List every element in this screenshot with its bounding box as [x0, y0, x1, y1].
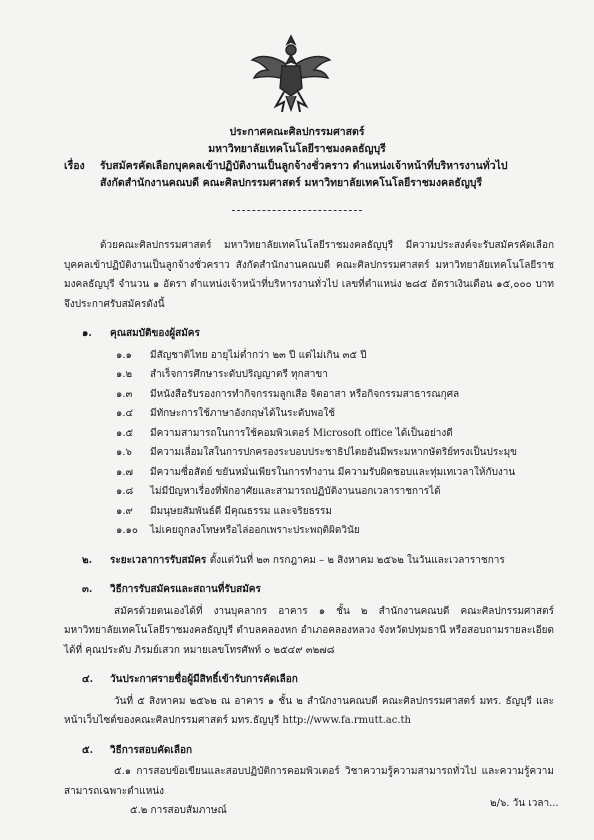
list-item	[64, 443, 554, 463]
list-item	[64, 365, 554, 385]
section-5-item-2: ๕.๒ การสอบสัมภาษณ์	[130, 805, 227, 816]
item-number: ๑.๓	[116, 388, 133, 400]
item-text: มีความสามารถในการใช้คอมพิวเตอร์ Microsoft office ได้เป็นอย่างดี	[150, 427, 453, 439]
page-continuation: ๒/๖. วัน เวลา...	[490, 798, 559, 809]
header-line-1: ประกาศคณะศิลปกรรมศาสตร์	[229, 126, 365, 138]
subject-label: เรื่อง	[64, 160, 85, 172]
item-number: ๑.๙	[116, 505, 133, 517]
document-body	[64, 236, 554, 821]
list-item	[64, 385, 554, 405]
section-5-number: ๕.	[82, 744, 94, 756]
list-item	[64, 502, 554, 522]
item-text: ไม่มีปัญหาเรื่องที่พักอาศัยและสามารถปฏิบัติงานนอกเวลาราชการได้	[150, 486, 441, 497]
subject-block	[64, 158, 564, 192]
list-item	[64, 463, 554, 483]
item-number: ๑.๔	[116, 408, 134, 419]
list-item	[64, 346, 554, 366]
intro-paragraph: ด้วยคณะศิลปกรรมศาสตร์ มหาวิทยาลัยเทคโนโลยีราชมงคลธัญบุรี มีความประสงค์จะรับสมัครคัดเลือกบุคคลเข้าปฏิบัติงานเป็นลูกจ้างชั่วคราว สังกัดสำนักงานคณบดี คณะศิลปกรรมศาสตร์ มหาวิทยาลัยเทคโนโลยีราชมงคลธัญบุรี จำนวน ๑ อัตรา ตำแหน่งเจ้าหน้าที่บริหารงานทั่วไป เลขที่ตำแหน่ง ๒๘๕ อัตราเงินเดือน ๑๕,๐๐๐ บาท จึงประกาศรับสมัครดังนี้	[64, 240, 554, 310]
header-line-2: มหาวิทยาลัยเทคโนโลยีราชมงคลธัญบุรี	[208, 143, 386, 155]
section-3-text: สมัครด้วยตนเองได้ที่ งานบุคลากร อาคาร ๑ ชั้น ๒ สำนักงานคณบดี คณะศิลปกรรมศาสตร์ มหาวิทยาลัยเทคโนโลยีราชมงคลธัญบุรี ตำบลคลองหก อำเภอคลองหลวง จังหวัดปทุมธานี หรือสอบถามรายละเอียดได้ที่ คุณประดับ ภิรมย์เสวก หมายเลขโทรศัพท์ ๐ ๒๕๔๙ ๓๒๗๘	[64, 605, 554, 656]
item-number: ๑.๑๐	[116, 525, 138, 536]
section-5-heading	[82, 741, 554, 761]
item-text: สำเร็จการศึกษาระดับปริญญาตรี ทุกสาขา	[150, 369, 328, 380]
item-text: มีมนุษยสัมพันธ์ดี มีคุณธรรม และจริยธรรม	[150, 505, 333, 517]
list-item	[64, 482, 554, 502]
divider-rule	[232, 210, 362, 211]
section-2-text: ตั้งแต่วันที่ ๒๓ กรกฎาคม – ๒ สิงหาคม ๒๕๖๒ ในวันและเวลาราชการ	[209, 554, 505, 566]
item-text: มีความเลื่อมใสในการปกครองระบอบประชาธิปไตยอันมีพระมหากษัตริย์ทรงเป็นประมุข	[150, 447, 518, 458]
section-2-title: ระยะเวลาการรับสมัคร	[110, 554, 207, 566]
list-item	[64, 424, 554, 444]
item-text: ไม่เคยถูกลงโทษหรือไล่ออกเพราะประพฤติผิดวินัย	[150, 525, 360, 536]
section-2-number: ๒.	[82, 554, 93, 566]
item-text: มีทักษะการใช้ภาษาอังกฤษได้ในระดับพอใช้	[150, 408, 336, 419]
item-text: มีสัญชาติไทย อายุไม่ต่ำกว่า ๒๓ ปี แต่ไม่เกิน ๓๕ ปี	[150, 349, 367, 361]
section-4-number: ๔.	[82, 674, 94, 685]
announcement-header	[0, 124, 594, 158]
subject-line-1: รับสมัครคัดเลือกบุคคลเข้าปฏิบัติงานเป็นลูกจ้างชั่วคราว ตำแหน่งเจ้าหน้าที่บริหารงานทั่วไป	[100, 160, 508, 172]
item-number: ๑.๗	[116, 466, 134, 478]
item-number: ๑.๑	[116, 349, 132, 361]
item-number: ๑.๕	[116, 427, 134, 439]
section-5-title: วิธีการสอบคัดเลือก	[110, 744, 193, 756]
item-number: ๑.๒	[116, 369, 133, 380]
item-text: มีความซื่อสัตย์ ขยันหมั่นเพียรในการทำงาน มีความรับผิดชอบและทุ่มเทเวลาให้กับงาน	[150, 466, 516, 478]
section-1-title: คุณสมบัติของผู้สมัคร	[110, 328, 200, 339]
section-2-heading	[82, 551, 554, 571]
list-item	[64, 521, 554, 541]
item-number: ๑.๘	[116, 486, 134, 497]
subject-line-2: สังกัดสำนักงานคณบดี คณะศิลปกรรมศาสตร์ มหาวิทยาลัยเทคโนโลยีราชมงคลธัญบุรี	[100, 177, 483, 189]
section-4-text: วันที่ ๕ สิงหาคม ๒๕๖๒ ณ อาคาร ๑ ชั้น ๒ สำนักงานคณบดี คณะศิลปกรรมศาสตร์ มทร. ธัญบุรี และ หน้าเว็บไซต์ของคณะศิลปกรรมศาสตร์ มทร.ธัญบุรี http://www.fa.rmutt.ac.th	[64, 695, 554, 726]
section-4-title: วันประกาศรายชื่อผู้มีสิทธิ์เข้ารับการคัดเลือก	[110, 674, 298, 685]
section-1-number: ๑.	[82, 328, 92, 339]
section-3-heading	[82, 580, 554, 600]
item-number: ๑.๖	[116, 447, 132, 458]
section-3-title: วิธีการรับสมัครและสถานที่รับสมัคร	[110, 584, 261, 595]
garuda-emblem-icon	[246, 30, 336, 120]
section-4-heading	[82, 670, 554, 690]
qualification-list	[64, 346, 554, 541]
section-5-item-1: ๕.๑ การสอบข้อเขียนและสอบปฏิบัติการคอมพิวเตอร์ วิชาความรู้ความสามารถทั่วไป และความรู้ความสามารถเฉพาะตำแหน่ง	[64, 766, 554, 797]
section-1-heading	[82, 324, 554, 344]
list-item	[64, 404, 554, 424]
item-text: มีหนังสือรับรองการทำกิจกรรมลูกเสือ จิตอาสา หรือกิจกรรมสาธารณกุศล	[150, 388, 460, 400]
section-3-number: ๓.	[82, 584, 93, 595]
